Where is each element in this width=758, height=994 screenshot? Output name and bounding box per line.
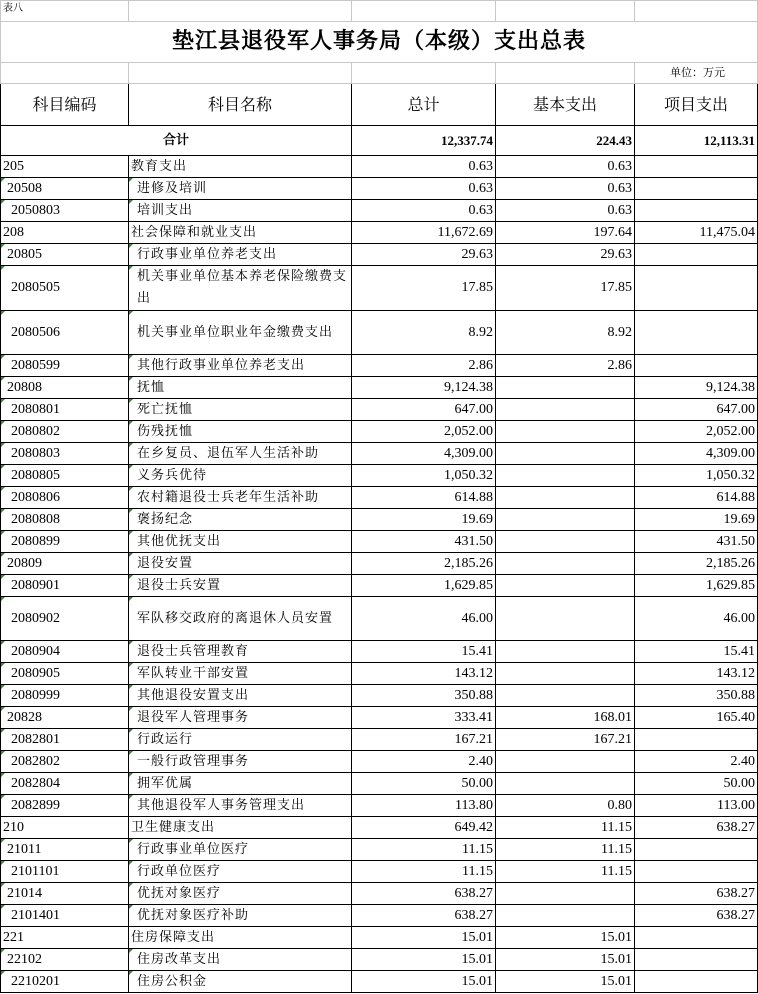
subject-code: 221 bbox=[1, 927, 129, 949]
amount-project: 1,050.32 bbox=[635, 465, 758, 487]
subject-name: 军队转业干部安置 bbox=[129, 663, 352, 685]
unit-row bbox=[1, 63, 758, 84]
amount-total: 638.27 bbox=[352, 883, 496, 905]
unit-label: 单位：万元 bbox=[635, 63, 758, 84]
subject-name: 卫生健康支出 bbox=[129, 817, 352, 839]
subject-code: 2082802 bbox=[1, 751, 129, 773]
amount-project bbox=[635, 355, 758, 377]
subject-name: 机关事业单位基本养老保险缴费支出 bbox=[129, 266, 352, 311]
table-row bbox=[1, 773, 758, 795]
amount-project: 165.40 bbox=[635, 707, 758, 729]
subject-name: 行政单位医疗 bbox=[129, 861, 352, 883]
title-row bbox=[1, 22, 758, 63]
amount-basic bbox=[496, 773, 635, 795]
table-row bbox=[1, 421, 758, 443]
amount-total: 15.01 bbox=[352, 927, 496, 949]
subject-code: 2080599 bbox=[1, 355, 129, 377]
subject-code: 2080808 bbox=[1, 509, 129, 531]
amount-project: 11,475.04 bbox=[635, 222, 758, 244]
subject-code: 20805 bbox=[1, 244, 129, 266]
amount-basic: 0.80 bbox=[496, 795, 635, 817]
amount-basic bbox=[496, 377, 635, 399]
total-basic: 224.43 bbox=[496, 126, 635, 156]
amount-project: 9,124.38 bbox=[635, 377, 758, 399]
amount-project: 350.88 bbox=[635, 685, 758, 707]
table-row bbox=[1, 707, 758, 729]
subject-code: 2080806 bbox=[1, 487, 129, 509]
amount-total: 8.92 bbox=[352, 311, 496, 355]
amount-total: 2,052.00 bbox=[352, 421, 496, 443]
amount-total: 46.00 bbox=[352, 597, 496, 641]
table-row bbox=[1, 553, 758, 575]
subject-name: 农村籍退役士兵老年生活补助 bbox=[129, 487, 352, 509]
amount-total: 1,050.32 bbox=[352, 465, 496, 487]
table-row bbox=[1, 355, 758, 377]
table-row bbox=[1, 971, 758, 993]
amount-project: 46.00 bbox=[635, 597, 758, 641]
subject-name: 行政运行 bbox=[129, 729, 352, 751]
amount-project: 113.00 bbox=[635, 795, 758, 817]
table-row bbox=[1, 377, 758, 399]
amount-basic bbox=[496, 751, 635, 773]
amount-total: 649.42 bbox=[352, 817, 496, 839]
amount-project bbox=[635, 839, 758, 861]
amount-total: 143.12 bbox=[352, 663, 496, 685]
amount-project: 1,629.85 bbox=[635, 575, 758, 597]
amount-total: 50.00 bbox=[352, 773, 496, 795]
amount-project bbox=[635, 949, 758, 971]
subject-code: 20808 bbox=[1, 377, 129, 399]
amount-basic bbox=[496, 421, 635, 443]
amount-total: 333.41 bbox=[352, 707, 496, 729]
amount-project bbox=[635, 200, 758, 222]
amount-total: 2.86 bbox=[352, 355, 496, 377]
amount-total: 11.15 bbox=[352, 839, 496, 861]
table-row bbox=[1, 751, 758, 773]
amount-project: 50.00 bbox=[635, 773, 758, 795]
subject-name: 义务兵优待 bbox=[129, 465, 352, 487]
amount-total: 0.63 bbox=[352, 200, 496, 222]
amount-total: 4,309.00 bbox=[352, 443, 496, 465]
amount-basic: 168.01 bbox=[496, 707, 635, 729]
amount-total: 15.01 bbox=[352, 949, 496, 971]
subject-name: 一般行政管理事务 bbox=[129, 751, 352, 773]
table-row bbox=[1, 465, 758, 487]
subject-name: 其他优抚支出 bbox=[129, 531, 352, 553]
amount-project: 19.69 bbox=[635, 509, 758, 531]
amount-basic: 0.63 bbox=[496, 156, 635, 178]
table-row bbox=[1, 641, 758, 663]
subject-name: 教育支出 bbox=[129, 156, 352, 178]
total-total: 12,337.74 bbox=[352, 126, 496, 156]
subject-name: 行政事业单位医疗 bbox=[129, 839, 352, 861]
table-row bbox=[1, 905, 758, 927]
amount-basic: 197.64 bbox=[496, 222, 635, 244]
table-row bbox=[1, 795, 758, 817]
amount-total: 647.00 bbox=[352, 399, 496, 421]
amount-total: 9,124.38 bbox=[352, 377, 496, 399]
amount-project bbox=[635, 266, 758, 311]
subject-name: 拥军优属 bbox=[129, 773, 352, 795]
table-row bbox=[1, 399, 758, 421]
table-row bbox=[1, 575, 758, 597]
amount-project bbox=[635, 156, 758, 178]
amount-project bbox=[635, 178, 758, 200]
table-row bbox=[1, 883, 758, 905]
subject-name: 褒扬纪念 bbox=[129, 509, 352, 531]
amount-project bbox=[635, 729, 758, 751]
table-row bbox=[1, 839, 758, 861]
subject-code: 2080899 bbox=[1, 531, 129, 553]
subject-name: 退役军人管理事务 bbox=[129, 707, 352, 729]
table-row bbox=[1, 443, 758, 465]
amount-basic bbox=[496, 399, 635, 421]
amount-project bbox=[635, 861, 758, 883]
subject-code: 205 bbox=[1, 156, 129, 178]
amount-basic bbox=[496, 685, 635, 707]
amount-total: 167.21 bbox=[352, 729, 496, 751]
amount-total: 638.27 bbox=[352, 905, 496, 927]
subject-code: 21014 bbox=[1, 883, 129, 905]
subject-code: 2080802 bbox=[1, 421, 129, 443]
amount-total: 2,185.26 bbox=[352, 553, 496, 575]
table-row bbox=[1, 222, 758, 244]
subject-code: 2082804 bbox=[1, 773, 129, 795]
header-project: 项目支出 bbox=[635, 84, 758, 126]
subject-name: 伤残抚恤 bbox=[129, 421, 352, 443]
table-row bbox=[1, 487, 758, 509]
amount-project: 143.12 bbox=[635, 663, 758, 685]
subject-code: 2082801 bbox=[1, 729, 129, 751]
subject-code: 2080901 bbox=[1, 575, 129, 597]
amount-total: 17.85 bbox=[352, 266, 496, 311]
subject-name: 培训支出 bbox=[129, 200, 352, 222]
table-row bbox=[1, 200, 758, 222]
subject-name: 其他退役安置支出 bbox=[129, 685, 352, 707]
amount-total: 11.15 bbox=[352, 861, 496, 883]
amount-project: 638.27 bbox=[635, 817, 758, 839]
amount-basic: 11.15 bbox=[496, 839, 635, 861]
table-row bbox=[1, 597, 758, 641]
subject-code: 2082899 bbox=[1, 795, 129, 817]
amount-project: 4,309.00 bbox=[635, 443, 758, 465]
amount-project: 431.50 bbox=[635, 531, 758, 553]
amount-project bbox=[635, 244, 758, 266]
subject-code: 2210201 bbox=[1, 971, 129, 993]
sheet-label-row bbox=[1, 1, 758, 22]
table-row bbox=[1, 861, 758, 883]
header-basic: 基本支出 bbox=[496, 84, 635, 126]
amount-basic bbox=[496, 905, 635, 927]
amount-basic: 17.85 bbox=[496, 266, 635, 311]
page-label: 表八 bbox=[1, 1, 129, 22]
subject-code: 2080904 bbox=[1, 641, 129, 663]
amount-basic: 0.63 bbox=[496, 200, 635, 222]
amount-basic: 11.15 bbox=[496, 861, 635, 883]
subject-code: 2101101 bbox=[1, 861, 129, 883]
amount-basic: 11.15 bbox=[496, 817, 635, 839]
table-row bbox=[1, 266, 758, 311]
subject-code: 2080902 bbox=[1, 597, 129, 641]
amount-project bbox=[635, 971, 758, 993]
amount-project: 15.41 bbox=[635, 641, 758, 663]
amount-basic bbox=[496, 443, 635, 465]
subject-name: 进修及培训 bbox=[129, 178, 352, 200]
subject-code: 20828 bbox=[1, 707, 129, 729]
total-label: 合计 bbox=[1, 126, 352, 156]
amount-basic bbox=[496, 509, 635, 531]
subject-code: 208 bbox=[1, 222, 129, 244]
subject-code: 20508 bbox=[1, 178, 129, 200]
amount-total: 1,629.85 bbox=[352, 575, 496, 597]
subject-name: 退役安置 bbox=[129, 553, 352, 575]
subject-code: 2080999 bbox=[1, 685, 129, 707]
amount-total: 19.69 bbox=[352, 509, 496, 531]
amount-project: 647.00 bbox=[635, 399, 758, 421]
amount-project: 638.27 bbox=[635, 883, 758, 905]
header-code: 科目编码 bbox=[1, 84, 129, 126]
amount-basic bbox=[496, 531, 635, 553]
table-row bbox=[1, 178, 758, 200]
amount-basic bbox=[496, 597, 635, 641]
amount-project: 638.27 bbox=[635, 905, 758, 927]
amount-project: 2.40 bbox=[635, 751, 758, 773]
amount-basic bbox=[496, 465, 635, 487]
page-title: 垫江县退役军人事务局（本级）支出总表 bbox=[1, 22, 758, 63]
subject-name: 住房公积金 bbox=[129, 971, 352, 993]
header-total: 总计 bbox=[352, 84, 496, 126]
amount-total: 0.63 bbox=[352, 156, 496, 178]
table-row bbox=[1, 685, 758, 707]
subject-name: 在乡复员、退伍军人生活补助 bbox=[129, 443, 352, 465]
table-row bbox=[1, 663, 758, 685]
amount-basic bbox=[496, 641, 635, 663]
amount-total: 431.50 bbox=[352, 531, 496, 553]
subject-name: 退役士兵安置 bbox=[129, 575, 352, 597]
amount-basic bbox=[496, 663, 635, 685]
subject-code: 21011 bbox=[1, 839, 129, 861]
amount-basic: 2.86 bbox=[496, 355, 635, 377]
subject-code: 2080506 bbox=[1, 311, 129, 355]
subject-code: 2080905 bbox=[1, 663, 129, 685]
amount-basic bbox=[496, 575, 635, 597]
amount-total: 29.63 bbox=[352, 244, 496, 266]
amount-total: 113.80 bbox=[352, 795, 496, 817]
amount-total: 2.40 bbox=[352, 751, 496, 773]
amount-basic bbox=[496, 883, 635, 905]
subject-code: 2080801 bbox=[1, 399, 129, 421]
table-row bbox=[1, 729, 758, 751]
table-row bbox=[1, 244, 758, 266]
amount-basic: 167.21 bbox=[496, 729, 635, 751]
table-row bbox=[1, 531, 758, 553]
table-row bbox=[1, 949, 758, 971]
table-row bbox=[1, 927, 758, 949]
amount-basic: 29.63 bbox=[496, 244, 635, 266]
amount-basic bbox=[496, 487, 635, 509]
amount-basic bbox=[496, 553, 635, 575]
table-row bbox=[1, 817, 758, 839]
subject-code: 2080803 bbox=[1, 443, 129, 465]
subject-name: 机关事业单位职业年金缴费支出 bbox=[129, 311, 352, 355]
subject-name: 住房改革支出 bbox=[129, 949, 352, 971]
amount-basic: 15.01 bbox=[496, 927, 635, 949]
amount-basic: 15.01 bbox=[496, 949, 635, 971]
amount-basic: 15.01 bbox=[496, 971, 635, 993]
table-row bbox=[1, 509, 758, 531]
amount-total: 11,672.69 bbox=[352, 222, 496, 244]
subject-code: 2080505 bbox=[1, 266, 129, 311]
amount-total: 350.88 bbox=[352, 685, 496, 707]
subject-name: 住房保障支出 bbox=[129, 927, 352, 949]
table-row bbox=[1, 311, 758, 355]
amount-basic: 8.92 bbox=[496, 311, 635, 355]
subject-code: 22102 bbox=[1, 949, 129, 971]
subject-name: 军队移交政府的离退休人员安置 bbox=[129, 597, 352, 641]
amount-basic: 0.63 bbox=[496, 178, 635, 200]
amount-project: 2,185.26 bbox=[635, 553, 758, 575]
subject-name: 行政事业单位养老支出 bbox=[129, 244, 352, 266]
amount-total: 15.41 bbox=[352, 641, 496, 663]
amount-total: 0.63 bbox=[352, 178, 496, 200]
header-name: 科目名称 bbox=[129, 84, 352, 126]
subject-name: 死亡抚恤 bbox=[129, 399, 352, 421]
amount-project bbox=[635, 311, 758, 355]
table-row bbox=[1, 156, 758, 178]
subject-code: 2050803 bbox=[1, 200, 129, 222]
subject-code: 210 bbox=[1, 817, 129, 839]
amount-project: 2,052.00 bbox=[635, 421, 758, 443]
subject-code: 20809 bbox=[1, 553, 129, 575]
amount-project: 614.88 bbox=[635, 487, 758, 509]
subject-name: 其他行政事业单位养老支出 bbox=[129, 355, 352, 377]
subject-code: 2080805 bbox=[1, 465, 129, 487]
subject-name: 优抚对象医疗补助 bbox=[129, 905, 352, 927]
amount-total: 15.01 bbox=[352, 971, 496, 993]
total-row bbox=[1, 126, 758, 156]
subject-name: 优抚对象医疗 bbox=[129, 883, 352, 905]
subject-code: 2101401 bbox=[1, 905, 129, 927]
amount-project bbox=[635, 927, 758, 949]
subject-name: 其他退役军人事务管理支出 bbox=[129, 795, 352, 817]
header-row bbox=[1, 84, 758, 126]
subject-name: 退役士兵管理教育 bbox=[129, 641, 352, 663]
total-project: 12,113.31 bbox=[635, 126, 758, 156]
subject-name: 社会保障和就业支出 bbox=[129, 222, 352, 244]
subject-name: 抚恤 bbox=[129, 377, 352, 399]
amount-total: 614.88 bbox=[352, 487, 496, 509]
